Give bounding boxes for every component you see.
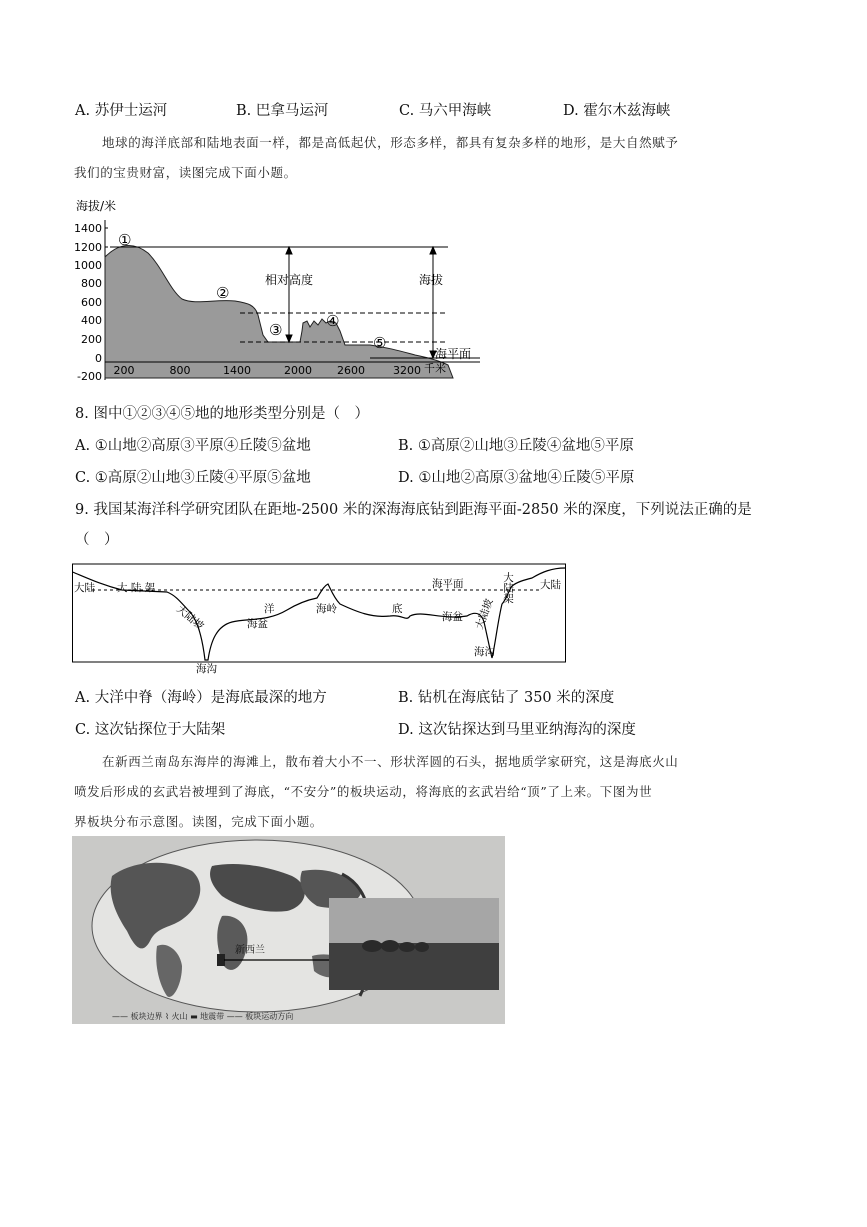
intro2-line2: 喷发后形成的玄武岩被埋到了海底，“不安分”的板块运动，将海底的玄武岩给“顶”了上来。下图为世 — [74, 784, 653, 799]
slope-right-label: 大陆坡 — [473, 597, 496, 632]
q8-option-b: B. ①高原②山地③丘陵④盆地⑤平原 — [398, 438, 634, 454]
label-altitude: 海拔 — [419, 273, 444, 287]
x-tick-2600: 2600 — [337, 364, 365, 377]
marker-3: ③ — [269, 321, 283, 339]
intro2-line1: 在新西兰南岛东海岸的海滩上，散布着大小不一、形状浑圆的石头，据地质学家研究，这是海底火山 — [102, 754, 679, 769]
y-tick-0: 0 — [95, 352, 102, 365]
marker-1: ① — [118, 231, 132, 249]
slope-left-label: 大陆坡 — [174, 603, 206, 633]
shelf-left-label: 大 陆 架 — [117, 582, 156, 594]
y-tick-1400: 1400 — [74, 222, 102, 235]
x-tick-800: 800 — [169, 364, 191, 377]
ocean-floor-label: 底 — [392, 603, 403, 615]
q7-option-b: B. 巴拿马运河 — [236, 103, 329, 119]
marker-2: ② — [216, 284, 230, 302]
ocean-floor-diagram — [72, 560, 567, 675]
trench-right-label: 海沟 — [474, 646, 495, 658]
trench-left-label: 海沟 — [196, 663, 217, 675]
y-tick-400: 400 — [81, 314, 102, 327]
q8-option-d: D. ①山地②高原③盆地④丘陵⑤平原 — [398, 470, 635, 486]
q9-option-c: C. 这次钻探位于大陆架 — [75, 722, 226, 738]
intro1-line2: 我们的宝贵财富，读图完成下面小题。 — [74, 165, 297, 180]
sea-level-label: 海平面 — [432, 578, 464, 590]
marker-5: ⑤ — [373, 334, 387, 352]
y-tick-800: 800 — [81, 277, 102, 290]
intro2-line3: 界板块分布示意图。读图，完成下面小题。 — [74, 814, 323, 829]
label-sea-level: 海平面 — [435, 347, 472, 361]
intro1-line1: 地球的海洋底部和陆地表面一样，都是高低起伏，形态多样，都具有复杂多样的地形，是大自然赋予 — [102, 135, 679, 150]
x-tick-2000: 2000 — [284, 364, 312, 377]
q7-option-d: D. 霍尔木兹海峡 — [563, 103, 671, 119]
x-tick-3200: 3200 — [393, 364, 421, 377]
y-tick-1200: 1200 — [74, 241, 102, 254]
q9-stem-line1: 9. 我国某海洋科学研究团队在距地-2500 米的深海海底钻到距海平面-2850 米的深度，下列说法正确的是 — [75, 502, 752, 518]
q7-option-c: C. 马六甲海峡 — [399, 103, 492, 119]
map-legend: —— 板块边界 ⌇ 火山 ▬ 地震带 —— 板块运动方向 — [112, 1012, 294, 1021]
continent-right-label: 大陆 — [540, 579, 561, 591]
terrain-profile-diagram — [70, 195, 490, 390]
marker-4: ④ — [326, 312, 340, 330]
q9-stem-line2: （ ） — [75, 532, 119, 548]
y-axis-label: 海拔/米 — [76, 199, 117, 213]
y-tick-600: 600 — [81, 296, 102, 309]
world-plate-map-photo — [72, 836, 505, 1024]
x-unit: 千米 — [424, 362, 446, 375]
q9-option-b: B. 钻机在海底钻了 350 米的深度 — [398, 690, 615, 706]
q7-option-a: A. 苏伊士运河 — [75, 103, 168, 119]
y-tick-1000: 1000 — [74, 259, 102, 272]
nz-label: 新西兰 — [235, 945, 265, 956]
x-tick-200: 200 — [113, 364, 135, 377]
q8-option-a: A. ①山地②高原③平原④丘陵⑤盆地 — [75, 438, 311, 454]
continent-left-label: 大陆 — [74, 582, 95, 594]
ocean-label: 洋 — [264, 603, 275, 615]
x-tick-1400: 1400 — [223, 364, 251, 377]
label-relative-height: 相对高度 — [265, 273, 314, 287]
basin-right-label: 海盆 — [442, 611, 463, 623]
basin-left-label: 海盆 — [247, 618, 268, 630]
q9-option-a: A. 大洋中脊（海岭）是海底最深的地方 — [75, 690, 327, 706]
q8-option-c: C. ①高原②山地③丘陵④平原⑤盆地 — [75, 470, 311, 486]
shelf-right-label: 大陆架 — [502, 572, 514, 604]
q8-stem: 8. 图中①②③④⑤地的地形类型分别是（ ） — [75, 406, 369, 422]
y-tick-200: 200 — [81, 333, 102, 346]
y-tick-minus200: -200 — [77, 370, 102, 383]
q9-option-d: D. 这次钻探达到马里亚纳海沟的深度 — [398, 722, 636, 738]
ridge-label: 海岭 — [316, 603, 337, 615]
